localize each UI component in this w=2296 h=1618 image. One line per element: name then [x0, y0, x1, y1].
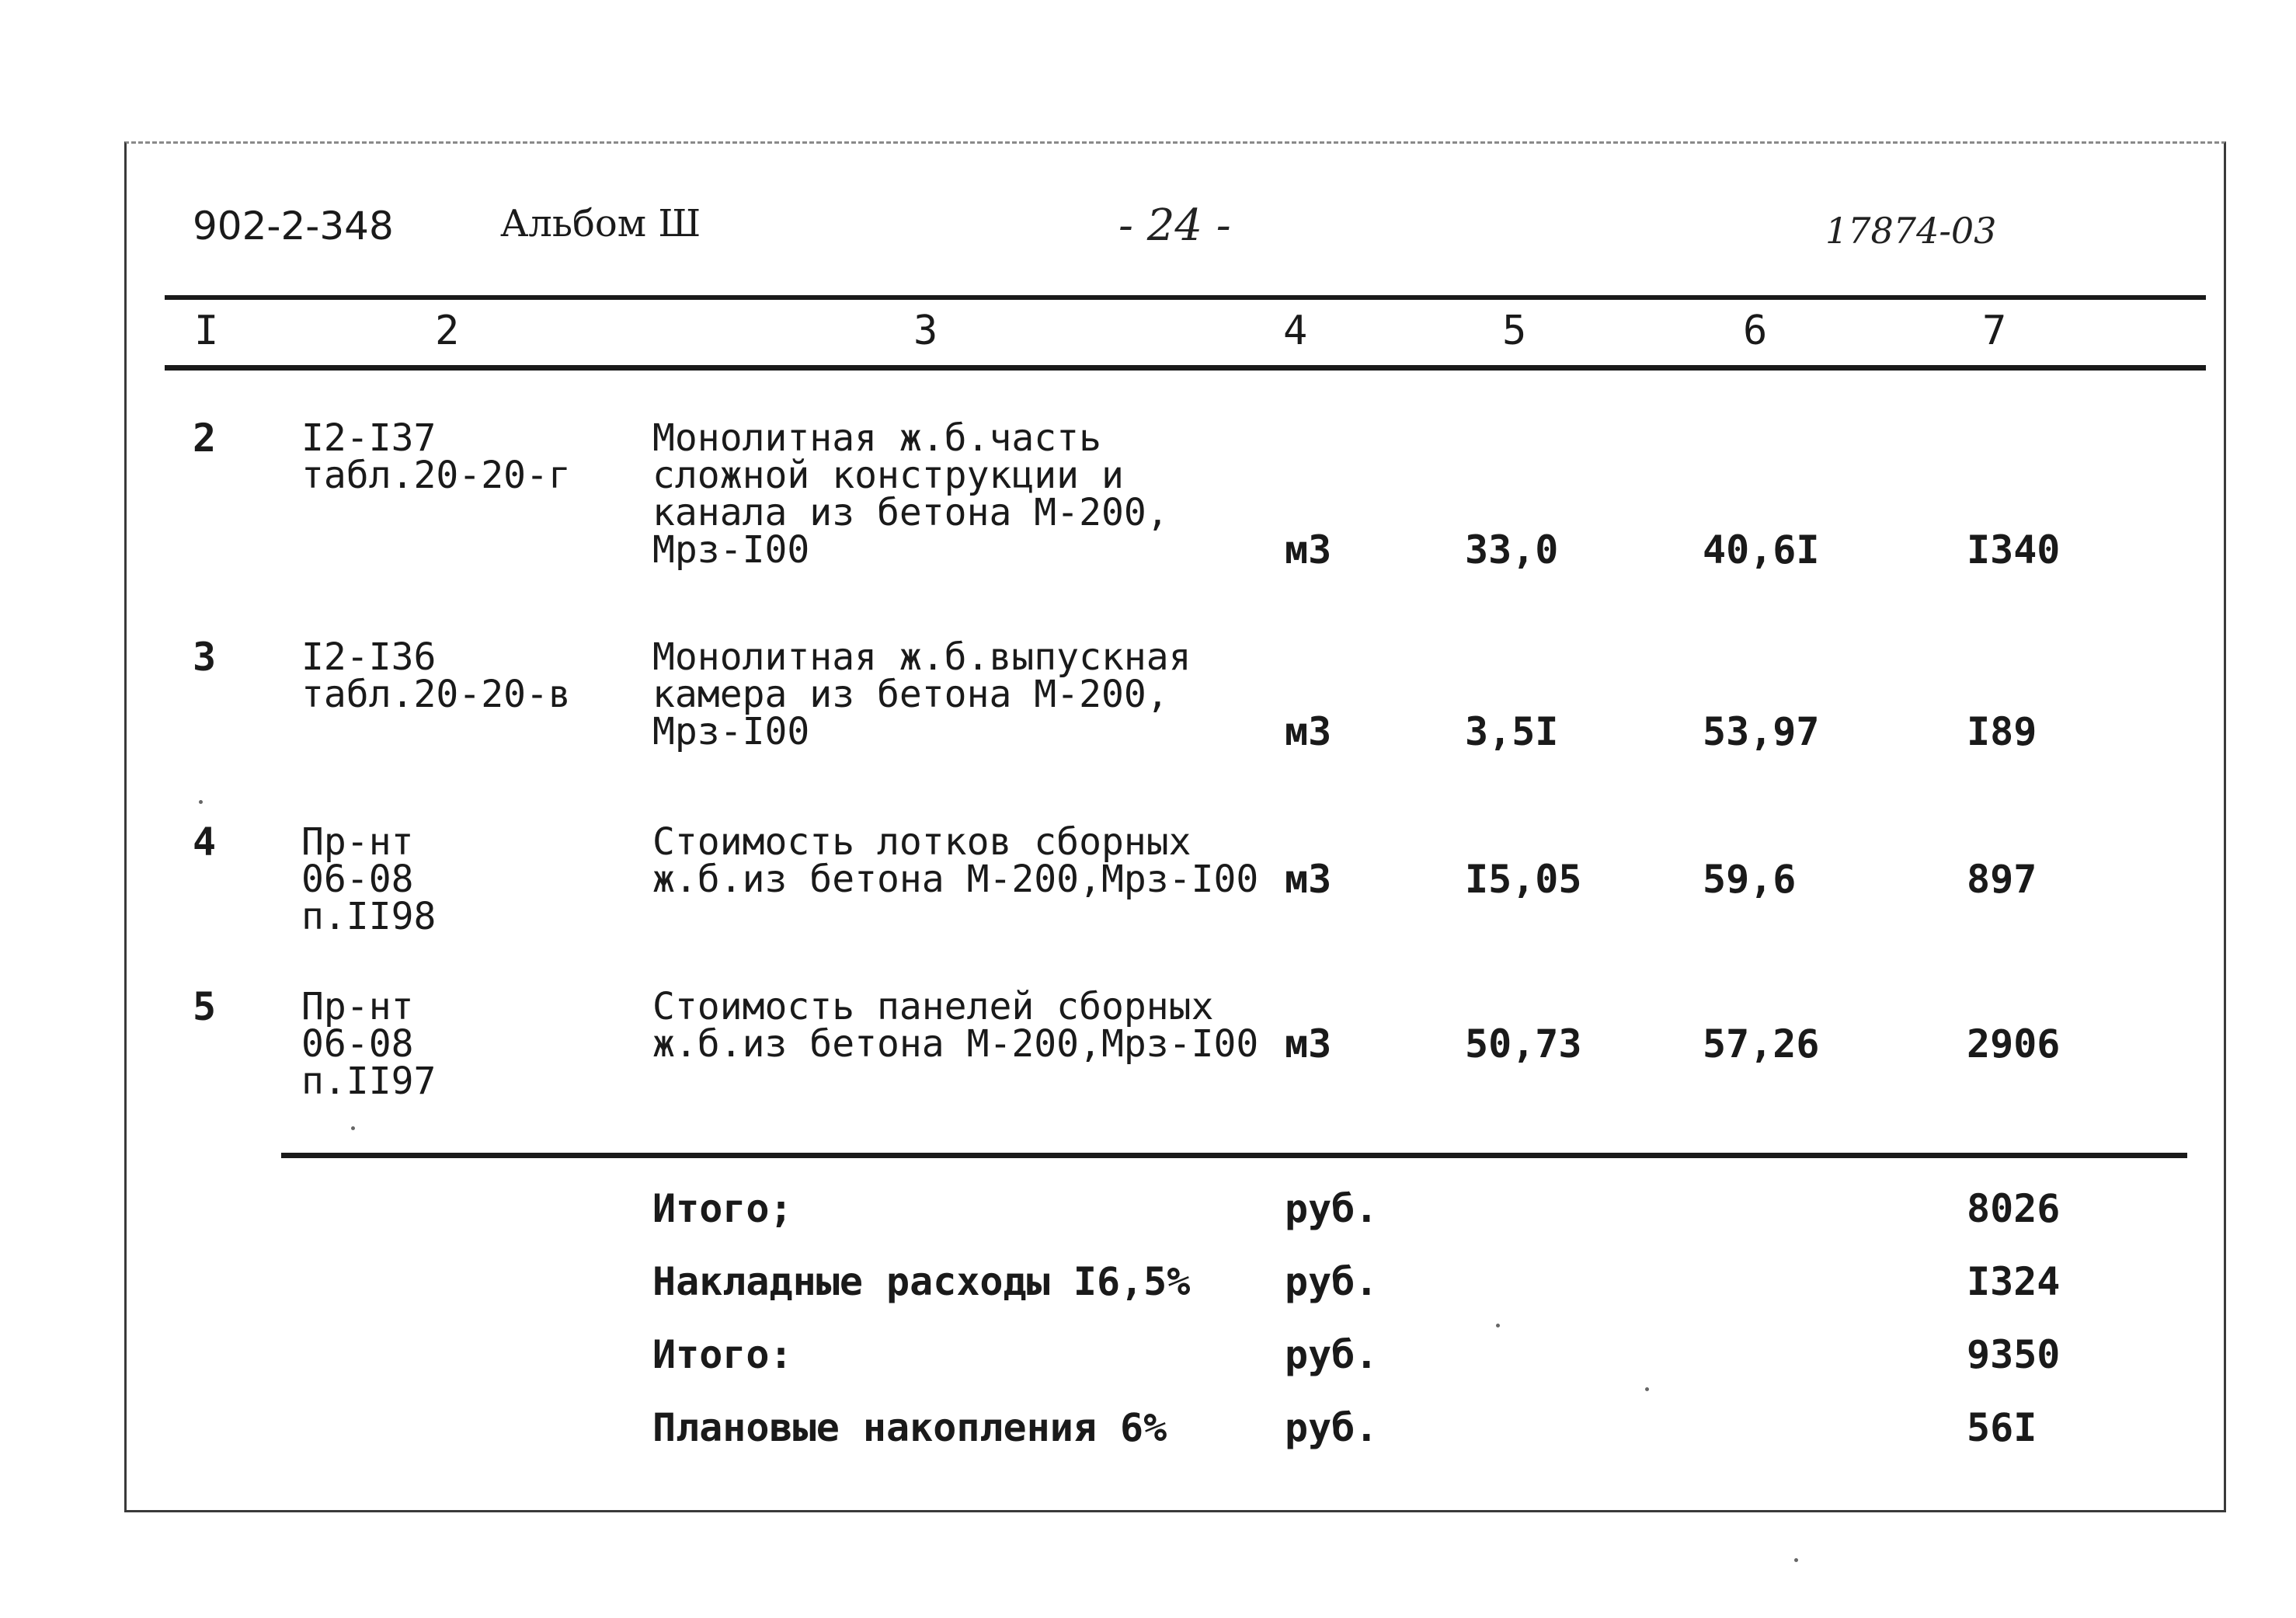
norm-code-line: Пр-нт [301, 985, 414, 1028]
unit-price-cell: 53,97 [1703, 709, 1820, 754]
norm-code-line: I2-I36 [301, 635, 437, 679]
description-line: ж.б.из бетона М-200,Мрз-I00 [652, 858, 1259, 901]
summary-unit: руб. [1285, 1332, 1379, 1377]
row-number: 5 [193, 984, 217, 1029]
header-bottom-rule [165, 365, 2206, 371]
column-number: 7 [1982, 308, 2007, 354]
unit-cell: м3 [1285, 527, 1332, 572]
page-number: - 24 - [1118, 200, 1231, 251]
row-number: 4 [193, 819, 217, 865]
summary-unit: руб. [1285, 1405, 1379, 1450]
unit-cell: м3 [1285, 857, 1332, 902]
summary-label: Накладные расходы I6,5% [652, 1259, 1191, 1304]
summary-unit: руб. [1285, 1186, 1379, 1231]
summary-unit: руб. [1285, 1259, 1379, 1304]
quantity-cell: 3,5I [1465, 709, 1559, 754]
scan-speck [351, 1126, 355, 1130]
norm-code-line: 06-08 [301, 1022, 414, 1066]
description-line: сложной конструкции и [652, 454, 1124, 497]
summary-value: 9350 [1967, 1332, 2061, 1377]
summary-label: Плановые накопления 6% [652, 1405, 1167, 1450]
column-number: 4 [1283, 308, 1308, 354]
summary-value: 56I [1967, 1405, 2037, 1450]
unit-price-cell: 40,6I [1703, 527, 1820, 572]
description-line: камера из бетона М-200, [652, 673, 1169, 716]
row-number: 2 [193, 416, 217, 461]
norm-code-line: 06-08 [301, 858, 414, 901]
unit-price-cell: 59,6 [1703, 857, 1797, 902]
description-line: канала из бетона М-200, [652, 491, 1169, 534]
total-cell: 2906 [1967, 1021, 2061, 1066]
unit-price-cell: 57,26 [1703, 1021, 1820, 1066]
row-number: 3 [193, 635, 217, 680]
summary-label: Итого; [652, 1186, 793, 1231]
column-number: 3 [913, 308, 938, 354]
summary-label: Итого: [652, 1332, 793, 1377]
totals-rule [281, 1153, 2187, 1158]
doc-code: 902-2-348 [193, 204, 394, 249]
scan-speck [1496, 1324, 1500, 1327]
description-line: Мрз-I00 [652, 710, 810, 753]
column-number: 6 [1743, 308, 1768, 354]
summary-value: 8026 [1967, 1186, 2061, 1231]
scan-speck [1645, 1387, 1649, 1391]
norm-code-line: табл.20-20-г [301, 454, 571, 497]
summary-value: I324 [1967, 1259, 2061, 1304]
column-number: I [194, 308, 219, 354]
column-number: 2 [435, 308, 460, 354]
norm-code-line: п.II98 [301, 895, 437, 938]
unit-cell: м3 [1285, 1021, 1332, 1066]
total-cell: 897 [1967, 857, 2037, 902]
norm-code-line: табл.20-20-в [301, 673, 571, 716]
norm-code-line: Пр-нт [301, 820, 414, 864]
description-line: ж.б.из бетона М-200,Мрз-I00 [652, 1022, 1259, 1066]
description-line: Стоимость панелей сборных [652, 985, 1214, 1028]
unit-cell: м3 [1285, 709, 1332, 754]
scan-speck [1794, 1558, 1798, 1562]
album-label: Альбом Ш [500, 202, 701, 245]
quantity-cell: I5,05 [1465, 857, 1582, 902]
description-line: Монолитная ж.б.выпускная [652, 635, 1191, 679]
description-line: Стоимость лотков сборных [652, 820, 1191, 864]
description-line: Мрз-I00 [652, 528, 810, 572]
norm-code-line: п.II97 [301, 1060, 437, 1103]
norm-code-line: I2-I37 [301, 416, 437, 460]
total-cell: I89 [1967, 709, 2037, 754]
total-cell: I340 [1967, 527, 2061, 572]
column-number: 5 [1502, 308, 1527, 354]
quantity-cell: 50,73 [1465, 1021, 1582, 1066]
quantity-cell: 33,0 [1465, 527, 1559, 572]
description-line: Монолитная ж.б.часть [652, 416, 1101, 460]
scan-speck [199, 800, 203, 804]
top-rule [165, 295, 2206, 300]
registration-number: 17874-03 [1825, 210, 1997, 252]
